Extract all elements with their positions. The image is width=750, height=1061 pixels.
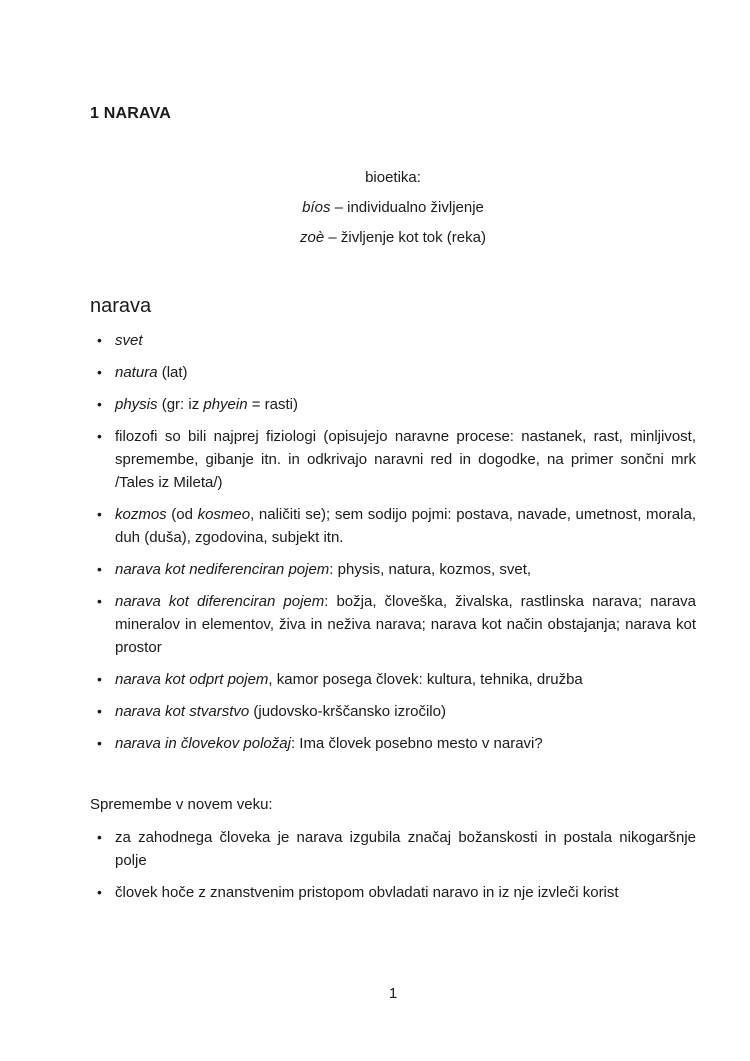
- bullet-text: physis (gr: iz phyein = rasti): [115, 396, 299, 413]
- bullet-list-narava: [90, 329, 696, 755]
- bullet-list-spremembe: [90, 826, 696, 904]
- bullet-text: narava kot stvarstvo (judovsko-krščansko izročilo): [115, 703, 446, 720]
- bullet-text: narava kot diferenciran pojem: božja, človeška, živalska, rastlinska narava; narava mineralov in elementov, živa in neživa narava; narava kot način obstajanja; narava kot prostor: [115, 593, 697, 656]
- list-item: [90, 393, 696, 416]
- intro-line: bíos – individualno življenje: [302, 199, 484, 216]
- list-item: [90, 700, 696, 723]
- section-heading-spremembe: Spremembe v novem veku:: [90, 796, 273, 813]
- list-item: [90, 881, 696, 904]
- intro-line: zoè – življenje kot tok (reka): [300, 229, 486, 246]
- bullet-icon: •: [97, 561, 102, 577]
- bullet-icon: •: [97, 735, 102, 751]
- bullet-icon: •: [97, 428, 102, 444]
- bullet-text: narava kot odprt pojem, kamor posega človek: kultura, tehnika, družba: [115, 671, 583, 688]
- bullet-text: svet: [115, 332, 143, 349]
- section-heading-narava: narava: [90, 295, 152, 317]
- bullet-text: človek hoče z znanstvenim pristopom obvladati naravo in iz nje izvleči korist: [115, 884, 619, 901]
- bullet-icon: •: [97, 364, 102, 380]
- page-title: 1 NARAVA: [90, 105, 172, 122]
- bullet-icon: •: [97, 829, 102, 845]
- intro-block: [90, 166, 696, 249]
- list-item: [90, 732, 696, 755]
- list-item: [90, 558, 696, 581]
- bullet-text: kozmos (od kosmeo, naličiti se); sem sodijo pojmi: postava, navade, umetnost, morala, duh (duša), zgodovina, subjekt itn.: [115, 506, 696, 546]
- list-item: [90, 361, 696, 384]
- bullet-icon: •: [97, 506, 102, 522]
- bullet-icon: •: [97, 396, 102, 412]
- bullet-text: filozofi so bili najprej fiziologi (opisujejo naravne procese: nastanek, rast, minljivost, spremembe, gibanje itn. in odkrivajo naravni red in dogodke, na primer sončni mrk /Tales iz Mileta/): [115, 428, 696, 491]
- page-number: 1: [388, 985, 398, 1002]
- list-item: [90, 425, 696, 494]
- list-item: [90, 503, 696, 549]
- list-item: [90, 826, 696, 872]
- bullet-text: natura (lat): [115, 364, 188, 381]
- bullet-text: narava kot nediferenciran pojem: physis, natura, kozmos, svet,: [115, 561, 532, 578]
- list-item: [90, 590, 696, 659]
- bullet-text: za zahodnega človeka je narava izgubila značaj božanskosti in postala nikogaršnje polje: [115, 829, 696, 869]
- intro-line: bioetika:: [365, 169, 421, 186]
- bullet-icon: •: [97, 593, 102, 609]
- list-item: [90, 668, 696, 691]
- bullet-icon: •: [97, 884, 102, 900]
- bullet-text: narava in človekov položaj: Ima človek posebno mesto v naravi?: [115, 735, 543, 752]
- list-item: [90, 329, 696, 352]
- bullet-icon: •: [97, 332, 102, 348]
- bullet-icon: •: [97, 703, 102, 719]
- bullet-icon: •: [97, 671, 102, 687]
